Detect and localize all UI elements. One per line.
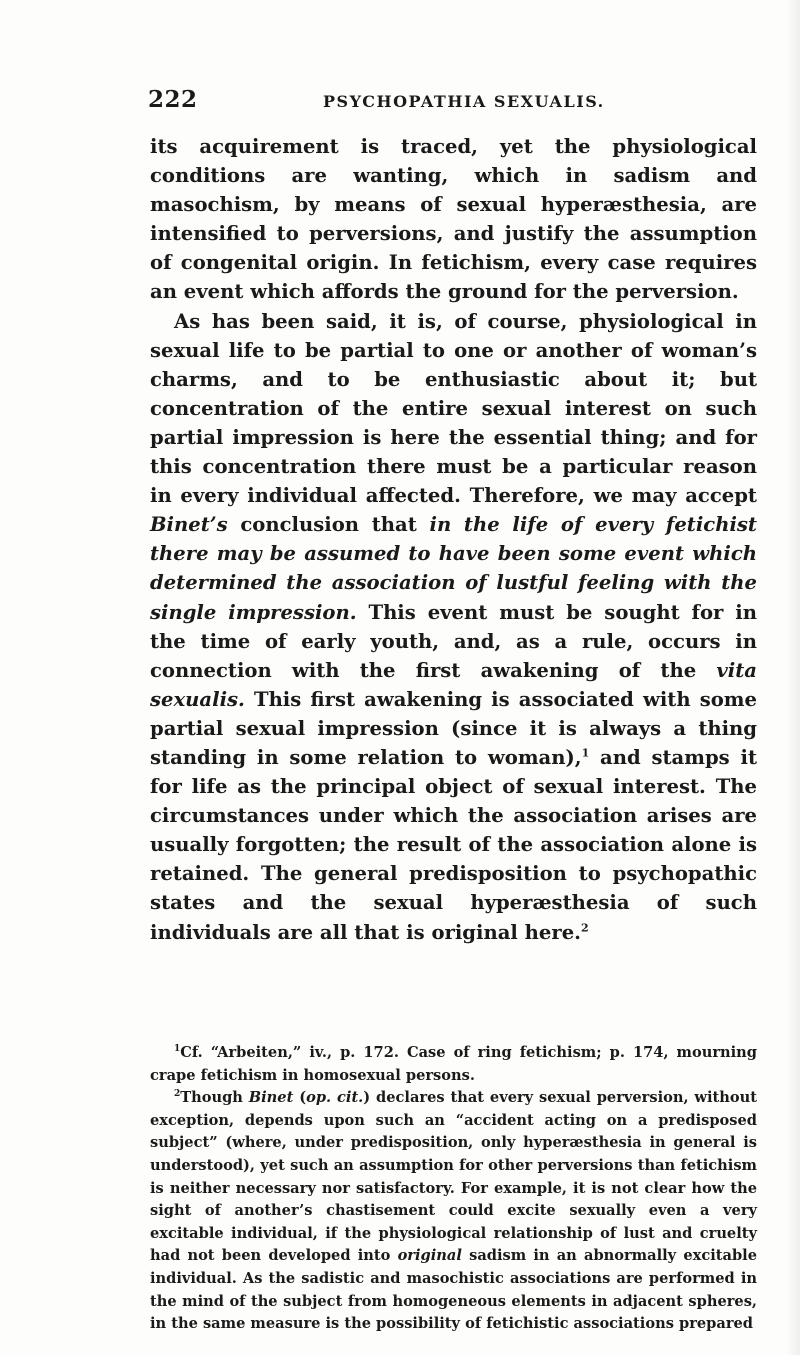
paragraph-2-part-c: This event must be sought for in the time of early youth, and, as a rule, occurs in connection with the first awakening of the bbox=[150, 600, 757, 682]
vita-sexualis: vita sexualis. bbox=[150, 658, 757, 711]
paragraph-2-part-b: conclusion that bbox=[240, 513, 417, 537]
page-header bbox=[148, 86, 748, 116]
paragraph-2-part-a: As has been said, it is, of course, physiological in sexual life to be partial to one or another of woman’s charms, and to be enthusiastic about it; but concentration of the entire sexual interest on such partial impression is here the essential thing; and for this concentration there must be a particular reason in every individual affected. Therefore, we may accept bbox=[150, 309, 757, 508]
footnote-2-part-a: Though bbox=[180, 1089, 243, 1107]
paragraph-1 bbox=[150, 132, 757, 307]
page-number: 222 bbox=[148, 86, 198, 113]
paragraph-2 bbox=[150, 307, 757, 947]
footnote-2-part-c: ) declares that every sexual perversion, without exception, depends upon such an “accident acting on a predisposed subject” (where, under predisposition, only hyperæsthesia in general is understood), yet such an assumption for other perversions than fetichism is neither necessary nor satisfactory. For example, it is not clear how the sight of another’s chastisement could excite sexually even a very excitable individual, if the physiological relationship of lust and cruelty had not been developed into bbox=[150, 1089, 757, 1265]
footnote-2 bbox=[150, 1087, 757, 1336]
paragraph-2-part-e: and stamps it for life as the principal object of sexual interest. The circumstances under which the association arises are usually forgotten; the result of the association alone is retained. The general predisposition to psychopathic states and the sexual hyperæsthesia of such individuals are all that is original here. bbox=[150, 745, 757, 944]
binet-name: Binet’s bbox=[150, 513, 228, 537]
footnote-1 bbox=[150, 1042, 757, 1087]
footnote-1-mark: 1 bbox=[174, 1044, 181, 1055]
footnote-2-part-d: sadism in an abnormally excitable individual. As the sadistic and masochistic associations are performed in the mind of the subject from homogeneous elements in adjacent spheres, in the same measure is the possibility of fetichistic associations prepared bbox=[150, 1247, 757, 1333]
footnote-ref-1[interactable]: 1 bbox=[581, 746, 590, 760]
italic-thesis: in the life of every fetichist there may be assumed to have been some event which determined the association of lustful feeling with the single impression. bbox=[150, 513, 757, 624]
body-text bbox=[150, 132, 757, 947]
footnote-1-text: Cf. “Arbeiten,” iv., p. 172. Case of ring fetichism; p. 174, mourning crape fetichism in homosexual persons. bbox=[150, 1044, 757, 1084]
page-edge-shadow bbox=[786, 0, 800, 1355]
footnote-2-mark: 2 bbox=[174, 1089, 181, 1100]
footnote-2-binet: Binet bbox=[248, 1089, 294, 1107]
running-head: PSYCHOPATHIA SEXUALIS. bbox=[323, 92, 605, 111]
paragraph-2-part-d: This first awakening is associated with some partial sexual impression (since it is always a thing standing in some relation to woman), bbox=[150, 687, 757, 769]
footnote-ref-2[interactable]: 2 bbox=[580, 921, 589, 934]
paragraph-1-text: its acquirement is traced, yet the physiological conditions are wanting, which in sadism and masochism, by means of sexual hyperæsthesia, are intensified to perversions, and justify the assumption of congenital origin. In fetichism, every case requires an event which affords the ground for the perversion. bbox=[150, 135, 757, 304]
footnotes bbox=[150, 1042, 757, 1336]
footnote-2-op-cit: op. cit. bbox=[306, 1089, 364, 1107]
footnote-2-original: original bbox=[397, 1247, 462, 1265]
footnote-2-paren-open: ( bbox=[299, 1089, 307, 1107]
